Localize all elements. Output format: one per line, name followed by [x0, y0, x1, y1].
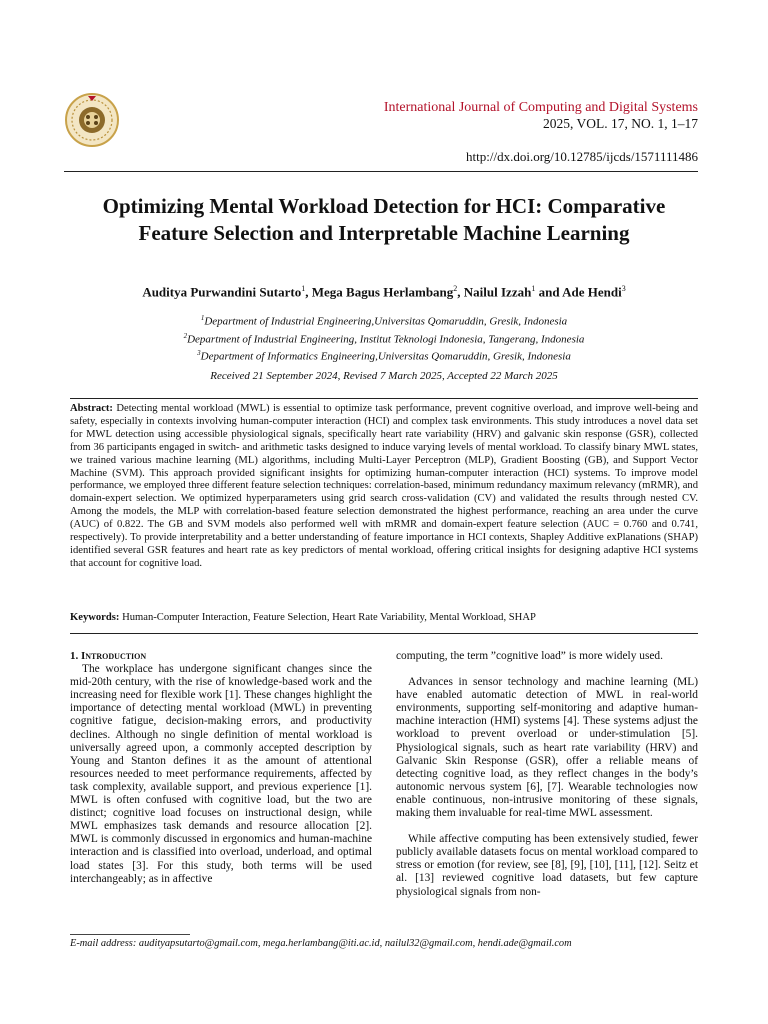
section-title: Introduction — [81, 650, 147, 662]
affil-num: 1 — [200, 314, 205, 322]
title-line-1: Optimizing Mental Workload Detection for HCI: Comparative — [102, 194, 666, 218]
footnote-rule — [70, 934, 190, 935]
author-separator: and — [535, 284, 563, 300]
keywords-text: Human-Computer Interaction, Feature Selection, Heart Rate Variability, Mental Workload, SHAP — [122, 612, 536, 623]
affil-text: Department of Industrial Engineering,Universitas Qomaruddin, Gresik, Indonesia — [204, 315, 568, 328]
doi-link[interactable]: http://dx.doi.org/10.12785/ijcds/1571111486 — [466, 149, 698, 164]
journal-header — [384, 100, 698, 132]
keywords — [70, 612, 698, 623]
affiliation — [40, 329, 728, 347]
journal-logo-seal — [64, 92, 120, 148]
keywords-label: Keywords: — [70, 612, 120, 623]
author-name: Mega Bagus Herlambang — [311, 284, 454, 300]
abstract-text: Detecting mental workload (MWL) is essential to optimize task performance, prevent cognitive overload, and improve well-being and safety, especially in contexts involving human-computer interaction (HCI) and complex task environments. This study introduces a novel data set for MWL detection using accessible physiological signals, specifically heart rate variability (HRV) and galvanic skin response (GSR), collected from 36 participants engaged in switch- and arithmetic tasks designed to induce varying levels of mental workload. To classify binary MWL states, we trained various machine learning (ML) algorithms, including Multi-Layer Perceptron (MLP), Gradient Boosting (GB), and Support Vector Machine (SVM). This approach provided significant insights for optimizing human-computer interaction (HCI) systems. To improve model performance, we employed three different feature selection techniques: correlation-based, minimum redundancy maximum relevancy (mRMR), and domain-expert selection. We optimized hyperparameters using grid search cross-validation (CV) and validated the results through nested CV. Among the models, the MLP with correlation-based feature selection demonstrated the highest performance, reaching an area under the curve (AUC) of 0.822. The GB and SVM models also performed well with mRMR and domain-expert feature selection (AUC = 0.760 and 0.741, respectively). To provide interpretability and a better understanding of feature importance in HCI contexts, Shapley Additive exPlanations (SHAP) identified several GSR features and heart rate as key predictors of mental workload, offering critical insights for designing adaptive HCI systems that account for cognitive load. — [70, 403, 698, 569]
keywords-bottom-rule — [70, 633, 698, 634]
paragraph: While affective computing has been extensively studied, fewer publicly available datasets focus on mental workload compared to stress or emotion (for review, see [8], [9], [10], [11], [12]. Seitz et al. [13] reviewed cognitive load datasets, but few capture physiological signals from non- — [396, 833, 698, 898]
paragraph: computing, the term ”cognitive load” is more widely used. — [396, 650, 663, 662]
author-name: Nailul Izzah — [463, 284, 532, 300]
journal-name: International Journal of Computing and Digital Systems — [383, 100, 698, 115]
author-separator: , — [305, 284, 312, 300]
affil-text: Department of Industrial Engineering, Institut Teknologi Indonesia, Tangerang, Indonesia — [187, 333, 585, 346]
journal-volume: 2025, VOL. 17, NO. 1, 1–17 — [543, 116, 698, 131]
abstract-label: Abstract: — [70, 403, 113, 414]
paragraph: The workplace has undergone significant changes since the mid-20th century, with the rise of knowledge-based work and the increasing need for flexible work [1]. These changes highlight the importance of detecting mental workload (MWL) in preventing cognitive fatigue, decision-making errors, and productivity declines. Although no single definition of mental workload is universally agreed upon, a commonly accepted description by Young and Stanton defines it as the amount of attentional resources needed to meet performance requirements, affected by task complexity, available support, and previous experience [1]. MWL is often confused with cognitive load, but the two are distinct; cognitive load focuses on instructional design, while MWL emphasizes task demands and resource allocation [2]. MWL is commonly discussed in ergonomics and human-machine interaction and is classified into overload, underload, and optimal load states [3]. For this study, both terms will be used interchangeably; as in affective — [70, 663, 372, 885]
affil-num: 2 — [183, 331, 188, 340]
author-separator: , — [457, 284, 464, 300]
received-dates: Received 21 September 2024, Revised 7 March 2025, Accepted 22 March 2025 — [210, 370, 558, 382]
author-name: Ade Hendi — [562, 284, 622, 300]
affil-num: 3 — [197, 349, 201, 358]
author-affil-mark: 3 — [621, 284, 626, 293]
author-affil-mark: 1 — [531, 284, 536, 293]
title-line-2: Feature Selection and Interpretable Machine Learning — [138, 221, 630, 245]
affiliation — [40, 311, 728, 329]
header-rule — [64, 171, 698, 172]
paragraph: Advances in sensor technology and machine learning (ML) have enabled automatic detection of MWL in real-world environments, supporting self-monitoring and adaptive human-machine interaction (HMI) systems [4]. These systems adjust the workload to prevent overload or under-stimulation [5]. Physiological signals, such as heart rate variability (HRV) and Galvanic Skin Response (GSR), offer a reliable means of detecting cognitive load, as they reflect changes in the body’s autonomic nervous system [6], [7]. Wearable technologies now enable continuous, non-intrusive monitoring of these signals, making them invaluable for real-time MWL assessment. — [396, 676, 698, 820]
author-affil-mark: 1 — [301, 284, 306, 293]
left-column — [70, 650, 372, 886]
author-affil-mark: 2 — [453, 284, 458, 293]
affiliations — [40, 311, 728, 364]
abstract — [70, 403, 698, 571]
section-number: 1. — [70, 650, 79, 662]
right-column — [396, 650, 698, 899]
affiliation — [40, 346, 728, 364]
paper-title — [40, 193, 728, 247]
abstract-top-rule — [70, 398, 698, 399]
author-name: Auditya Purwandini Sutarto — [142, 284, 302, 300]
author-list — [40, 284, 728, 300]
section-heading — [70, 650, 372, 663]
author-emails: E-mail address: audityapsutarto@gmail.com, mega.herlambang@iti.ac.id, nailul32@gmail.com, hendi.ade@gmail.com — [70, 938, 572, 949]
affil-text: Department of Informatics Engineering,Universitas Qomaruddin, Gresik, Indonesia — [200, 350, 571, 363]
